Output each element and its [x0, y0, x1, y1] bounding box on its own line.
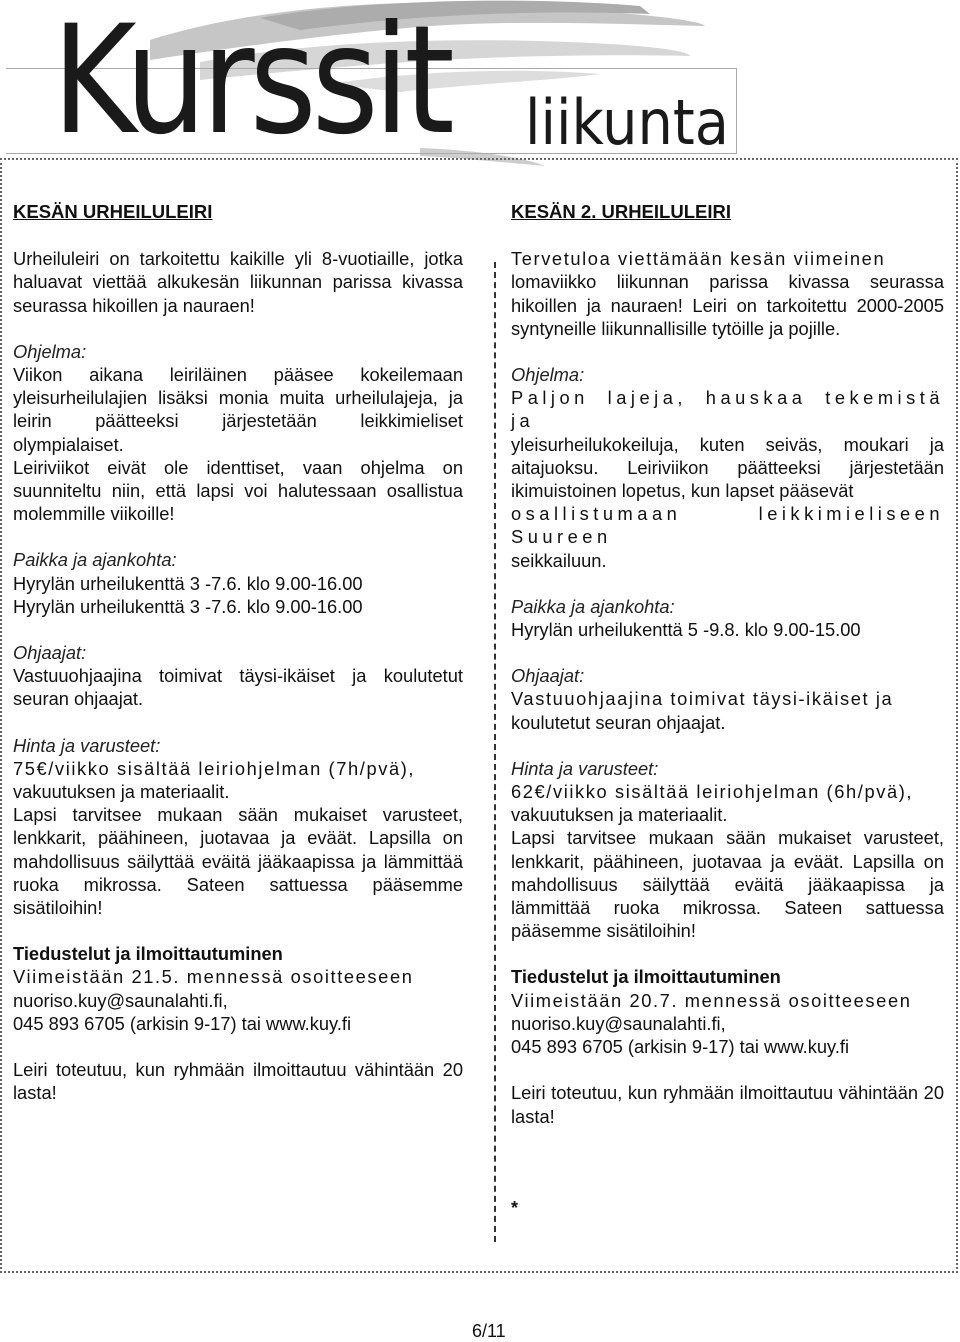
left-price-line1: 75€/viikko sisältää leiriohjelman (7h/pvä), [13, 757, 416, 779]
right-place-line1: Hyrylän urheilukenttä 5 -9.8. klo 9.00-15.00 [511, 619, 861, 641]
page-number: 6/11 [472, 1321, 506, 1341]
left-column [13, 200, 463, 1105]
right-leaders-label: Ohjaajat: [511, 665, 585, 687]
right-program-end: seikkailuun. [511, 549, 607, 571]
left-price-text: Lapsi tarvitsee mukaan sään mukaiset varusteet, lenkkarit, päähineen, juotavaa ja eväät. Lapsilla on mahdollisuus säilyttää eväitä jääkaapissa ja lämmittää ruoka mikrossa. Sateen sattuessa pääsemme sisätiloihin! [13, 804, 463, 919]
column-divider [494, 262, 496, 1242]
right-price-text: Lapsi tarvitsee mukaan sään mukaiset varusteet, lenkkarit, päähineen, juotavaa ja eväät. Lapsilla on mahdollisuus säilyttää eväitä jääkaapissa ja lämmittää ruoka mikrossa. Sateen sattuessa pääsemme sisätiloihin! [511, 827, 944, 942]
right-program-rest: yleisurheilukokeiluja, kuten seiväs, moukari ja aitajuoksu. Leiriviikon päätteeksi järjestetään ikimuistoinen lopetus, kun lapset pääsevät [511, 433, 944, 502]
left-price-line2: vakuutuksen ja materiaalit. [13, 781, 230, 803]
left-contact-line1: Viimeistään 21.5. mennessä osoitteeseen [13, 966, 414, 988]
right-leaders-line1: Vastuuohjaajina toimivat täysi-ikäiset ja [511, 688, 894, 710]
left-closing: Leiri toteutuu, kun ryhmään ilmoittautuu vähintään 20 lasta! [13, 1059, 463, 1104]
right-price-line1: 62€/viikko sisältää leiriohjelman (6h/pvä), [511, 781, 914, 803]
right-contact-phone: 045 893 6705 (arkisin 9-17) tai www.kuy.fi [511, 1036, 850, 1058]
left-intro: Urheiluleiri on tarkoitettu kaikille yli 8-vuotiaille, jotka haluavat viettää alkukesän liikunnan parissa kivassa seurassa hikoillen ja nauraen! [13, 248, 463, 316]
left-place-line2: Hyrylän urheilukenttä 3 -7.6. klo 9.00-16.00 [13, 595, 363, 617]
right-contact-heading: Tiedustelut ja ilmoittautuminen [511, 966, 781, 988]
right-contact-email: nuoriso.kuy@saunalahti.fi, [511, 1012, 726, 1034]
left-place-line1: Hyrylän urheilukenttä 3 -7.6. klo 9.00-16.00 [13, 572, 363, 594]
page-title: Kurssit [52, 0, 450, 168]
page-subtitle: liikunta [525, 86, 729, 159]
left-contact-phone: 045 893 6705 (arkisin 9-17) tai www.kuy.fi [13, 1012, 352, 1034]
right-contact-line1: Viimeistään 20.7. mennessä osoitteeseen [511, 989, 912, 1011]
page-header [0, 0, 960, 175]
right-intro-rest: lomaviikko liikunnan parissa kivassa seurassa hikoillen ja nauraen! Leiri on tarkoitettu 2000-2005 syntyneille liikunnallisille tytöille ja pojille. [511, 271, 944, 339]
left-leaders-label: Ohjaajat: [13, 642, 87, 664]
right-program-label: Ohjelma: [511, 364, 585, 386]
right-price-label: Hinta ja varusteet: [511, 757, 659, 779]
right-program-line1: Paljon lajeja, hauskaa tekemistä ja [511, 387, 944, 432]
footnote-mark: * [511, 1197, 519, 1218]
left-program-label: Ohjelma: [13, 340, 87, 362]
left-price-label: Hinta ja varusteet: [13, 734, 161, 756]
left-place-label: Paikka ja ajankohta: [13, 549, 177, 571]
right-heading: KESÄN 2. URHEILULEIRI [511, 201, 731, 222]
left-program-text: Viikon aikana leiriläinen pääsee kokeilemaan yleisurheilulajien lisäksi monia muita urheilulajeja, ja leirin päätteeksi järjestetään leikkimieliset olympialaiset. [13, 364, 463, 455]
right-place-label: Paikka ja ajankohta: [511, 595, 675, 617]
right-column [511, 200, 944, 1220]
right-closing: Leiri toteutuu, kun ryhmään ilmoittautuu vähintään 20 lasta! [511, 1082, 944, 1127]
left-program-text2: Leiriviikot eivät ole identtiset, vaan ohjelma on suunniteltu niin, että lapsi voi halutessaan osallistua molemmille viikoille! [13, 456, 463, 525]
right-intro-line1: Tervetuloa viettämään kesän viimeinen [511, 248, 886, 270]
right-leaders-line2: koulutetut seuran ohjaajat. [511, 711, 726, 733]
right-program-line-wide: osallistumaan leikkimieliseen Suureen [511, 503, 944, 548]
left-leaders-text: Vastuuohjaajina toimivat täysi-ikäiset ja koulutetut seuran ohjaajat. [13, 665, 463, 710]
right-price-line2: vakuutuksen ja materiaalit. [511, 804, 728, 826]
left-contact-email: nuoriso.kuy@saunalahti.fi, [13, 989, 228, 1011]
left-heading: KESÄN URHEILULEIRI [13, 201, 213, 222]
left-contact-heading: Tiedustelut ja ilmoittautuminen [13, 943, 283, 965]
